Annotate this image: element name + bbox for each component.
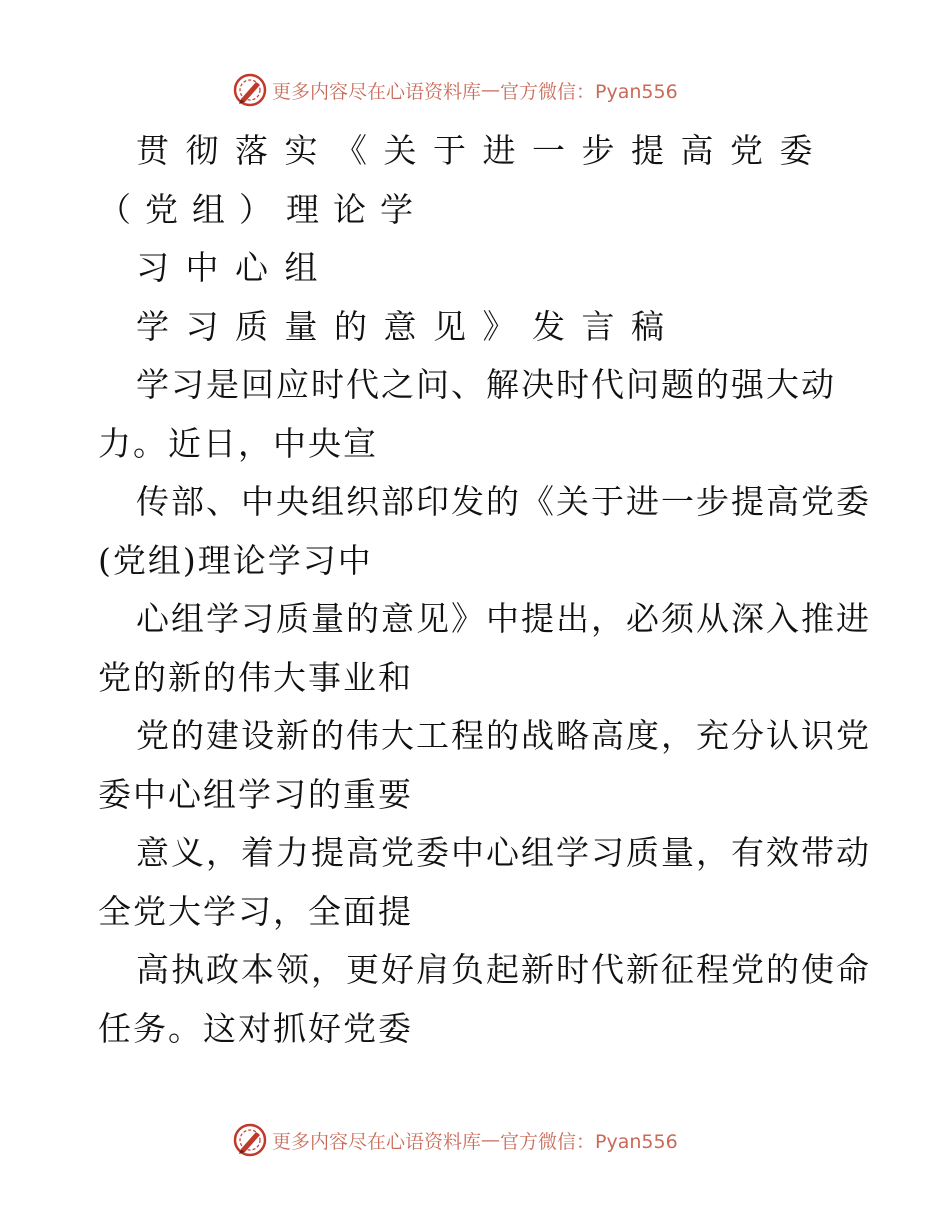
- paragraph-line: 力。近日，中央宣: [98, 423, 378, 463]
- paragraph-line: 全党大学习，全面提: [98, 891, 413, 931]
- banner-dash: —: [481, 1129, 501, 1151]
- paragraph-line: 高执政本领，更好肩负起新时代新征程党的使命: [136, 950, 871, 989]
- header-watermark-banner: [232, 70, 712, 110]
- pen-logo-icon: [232, 1122, 268, 1158]
- paragraph-line: 心组学习质量的意见》中提出，必须从深入推进: [136, 599, 871, 638]
- banner-site-text: 更多内容尽在心语资料库: [272, 80, 482, 103]
- title-line-4: 学习质量的意见》发言稿: [136, 306, 681, 346]
- pen-logo-icon: [232, 72, 268, 108]
- paragraph-line: 传部、中央组织部印发的《关于进一步提高党委: [136, 482, 871, 521]
- footer-watermark-banner: [232, 1120, 712, 1160]
- title-line-1: 贯彻落实《关于进一步提高党委: [136, 131, 829, 170]
- banner-dash: —: [481, 79, 501, 101]
- paragraph-line: 意义，着力提高党委中心组学习质量，有效带动: [136, 833, 871, 872]
- paragraph-line: 党的新的伟大事业和: [98, 657, 413, 697]
- paragraph-line: 任务。这对抓好党委: [98, 1008, 413, 1048]
- paragraph-line: 委中心组学习的重要: [98, 774, 413, 814]
- banner-site-text: 更多内容尽在心语资料库: [272, 1130, 482, 1153]
- banner-wechat-text: 官方微信：Pyan556: [500, 1130, 678, 1153]
- paragraph-line: (党组)理论学习中: [98, 540, 373, 580]
- paragraph-line: 学习是回应时代之问、解决时代问题的强大动: [136, 365, 836, 404]
- title-line-2: （党组）理论学: [98, 189, 427, 229]
- paragraph-line: 党的建设新的伟大工程的战略高度，充分认识党: [136, 716, 871, 755]
- banner-wechat-text: 官方微信：Pyan556: [500, 80, 678, 103]
- document-body: [98, 122, 871, 1058]
- title-line-3: 习中心组: [136, 248, 334, 287]
